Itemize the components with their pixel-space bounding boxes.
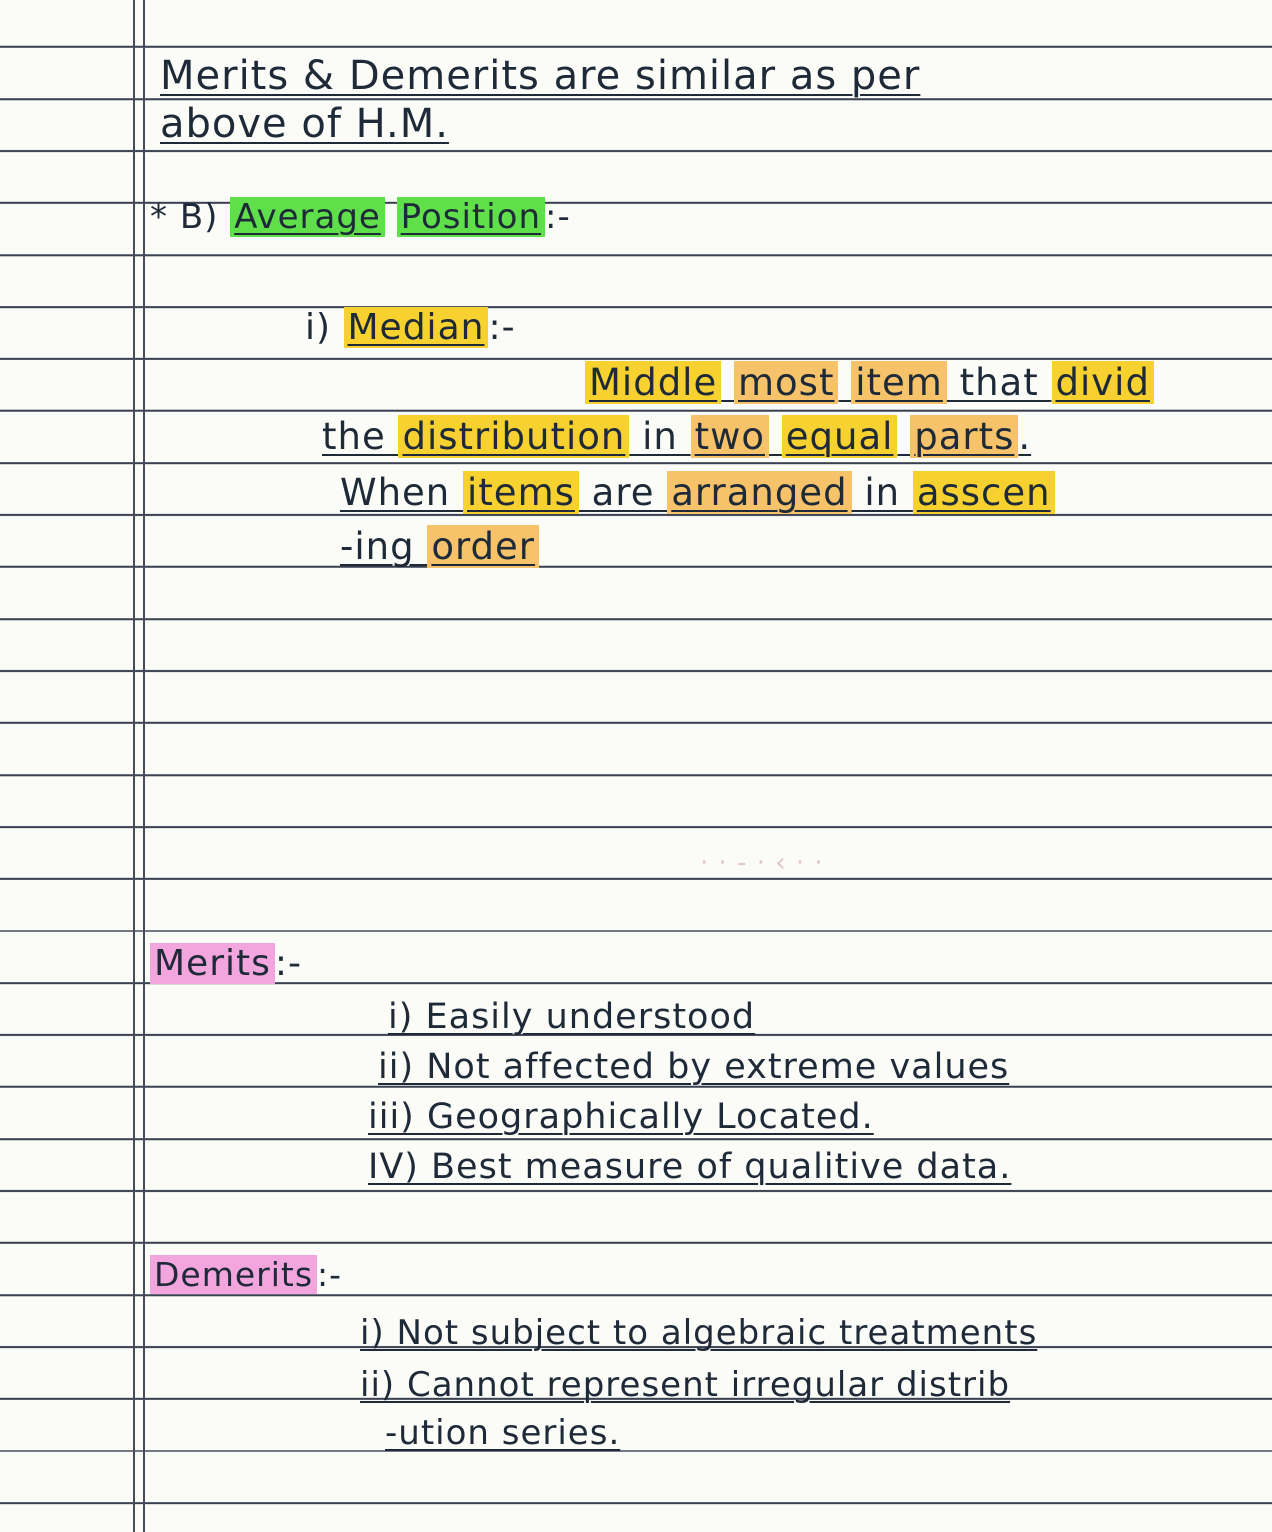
margin-line-left: [133, 0, 135, 1532]
median-title-suffix: :-: [488, 307, 516, 348]
section-title-suffix: :-: [545, 197, 571, 237]
section-heading: [150, 197, 571, 237]
section-prefix: B): [179, 197, 219, 237]
text-segment: [838, 361, 851, 404]
demerit-item: -ution series.: [385, 1413, 621, 1453]
merits-heading: [150, 943, 303, 984]
median-title: Median: [344, 307, 489, 348]
text-segment: the: [322, 415, 399, 458]
text-segment: [897, 415, 910, 458]
text-segment: two: [691, 415, 769, 458]
demerits-heading: [150, 1255, 343, 1294]
section-title-word2: Position: [397, 197, 545, 237]
text-segment: items: [463, 471, 579, 514]
text-segment: asscen: [913, 471, 1055, 514]
intro-line-2: above of H.M.: [160, 101, 449, 147]
text-segment: in: [629, 415, 691, 458]
text-segment: item: [851, 361, 947, 404]
median-heading: [305, 307, 516, 348]
text-segment: parts: [910, 415, 1018, 458]
text-segment: distribution: [398, 415, 629, 458]
merit-item: i) Easily understood: [388, 997, 756, 1037]
median-definition-line-1: [585, 361, 1154, 404]
margin-line-right: [143, 0, 145, 1532]
text-segment: divid: [1052, 361, 1154, 404]
merit-item: IV) Best measure of qualitive data.: [368, 1147, 1012, 1187]
text-segment: equal: [782, 415, 898, 458]
text-segment: Middle: [585, 361, 721, 404]
median-number: i): [305, 307, 332, 348]
demerit-item: i) Not subject to algebraic treatments: [360, 1313, 1038, 1353]
merits-heading-label: Merits: [150, 943, 275, 984]
text-segment: that: [946, 361, 1052, 404]
bleed-through-mark: · · - · ‹ · ·: [700, 848, 824, 878]
demerits-heading-suffix: :-: [317, 1255, 343, 1294]
text-segment: -ing: [340, 525, 428, 568]
demerits-heading-label: Demerits: [150, 1255, 317, 1294]
median-definition-line-2: [322, 415, 1032, 458]
text-segment: order: [427, 525, 539, 568]
merits-heading-suffix: :-: [274, 943, 303, 984]
text-segment: are: [578, 471, 668, 514]
merit-item: iii) Geographically Located.: [368, 1097, 874, 1137]
text-segment: arranged: [667, 471, 851, 514]
text-segment: [721, 361, 734, 404]
text-segment: most: [734, 361, 838, 404]
merit-item: ii) Not affected by extreme values: [378, 1047, 1010, 1087]
median-definition-line-3: [340, 471, 1055, 514]
section-title-word1: Average: [230, 197, 385, 237]
text-segment: When: [340, 471, 464, 514]
demerit-item: ii) Cannot represent irregular distrib: [360, 1365, 1011, 1405]
intro-line-1: Merits & Demerits are similar as per: [160, 53, 921, 99]
text-segment: .: [1018, 415, 1032, 458]
section-bullet: *: [150, 197, 168, 237]
text-segment: in: [851, 471, 913, 514]
text-segment: [769, 415, 782, 458]
median-definition-line-4: [340, 525, 539, 568]
